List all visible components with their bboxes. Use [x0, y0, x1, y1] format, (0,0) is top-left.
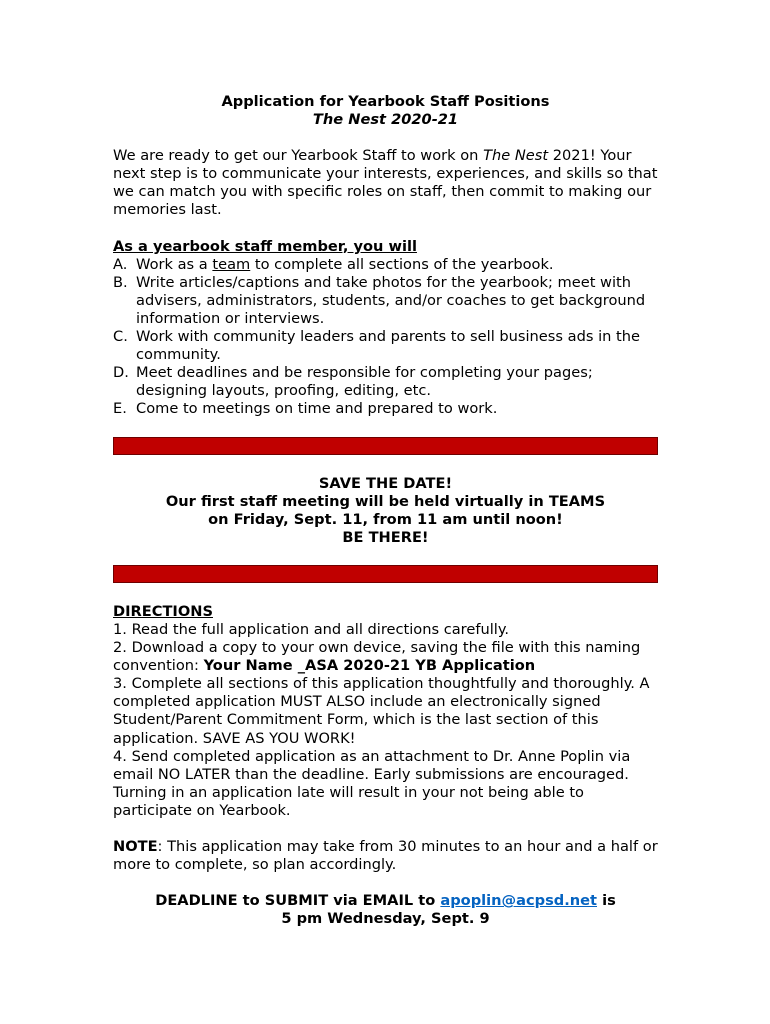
duty-text: Come to meetings on time and prepared to work. [136, 400, 498, 418]
duty-text: Write articles/captions and take photos for the yearbook; meet with advisers, administrators, students, and/or coaches to get background information or interviews. [136, 273, 646, 327]
list-marker: E. [113, 400, 127, 418]
list-marker: B. [113, 273, 128, 291]
duties-list [113, 256, 658, 419]
document-page [113, 93, 658, 928]
list-marker: A. [113, 255, 128, 273]
deadline-line-2: 5 pm Wednesday, Sept. 9 [281, 910, 490, 928]
list-item [113, 328, 658, 364]
duties-heading: As a yearbook staff member, you will [113, 237, 417, 255]
document-header [113, 93, 658, 129]
direction-step [113, 639, 658, 675]
list-item [113, 400, 658, 418]
duty-text-after: to complete all sections of the yearbook. [250, 255, 554, 273]
deadline-block [113, 892, 658, 928]
duty-text-before: Work as a [136, 255, 213, 273]
red-divider-bar [113, 565, 658, 583]
duty-text: Meet deadlines and be responsible for completing your pages; designing layouts, proofing, editing, etc. [136, 364, 593, 400]
intro-paragraph [113, 147, 658, 219]
duty-underlined-word: team [212, 255, 251, 273]
naming-convention: Your Name _ASA 2020-21 YB Application [203, 657, 536, 675]
deadline-text: DEADLINE to SUBMIT via EMAIL to [155, 892, 441, 910]
intro-text-2: 2021! Your next step is to communicate your interests, experiences, and skills so that we can match you with specific roles on staff, then commit to making our memories last. [113, 147, 658, 219]
note-text: : This application may take from 30 minutes to an hour and a half or more to complete, so plan accordingly. [113, 838, 658, 874]
list-marker: C. [113, 328, 128, 346]
page-subtitle: The Nest 2020-21 [312, 111, 459, 129]
page-title: Application for Yearbook Staff Positions [221, 93, 550, 110]
email-link[interactable]: apoplin@acpsd.net [440, 892, 598, 910]
direction-step: 1. Read the full application and all directions carefully. [113, 620, 510, 638]
direction-step: 4. Send completed application as an attachment to Dr. Anne Poplin via email NO LATER than the deadline. Early submissions are encouraged. Turning in an application late will result in your not being able to participate on Yearbook. [113, 747, 631, 819]
duty-text: Work with community leaders and parents to sell business ads in the community. [136, 328, 640, 364]
note-paragraph [113, 838, 658, 874]
direction-step-text: 2. Download a copy to your own device, saving the file with this naming convention: [113, 639, 641, 675]
save-the-date-line: BE THERE! [342, 528, 429, 546]
list-item [113, 256, 658, 274]
deadline-text-after: is [597, 892, 616, 910]
direction-step: 3. Complete all sections of this application thoughtfully and thoroughly. A completed application MUST ALSO include an electronically signed Student/Parent Commitment Form, which is the last section of this application. SAVE AS YOU WORK! [113, 675, 650, 747]
directions-list [113, 621, 658, 820]
note-label: NOTE [113, 838, 158, 855]
save-the-date-line: SAVE THE DATE! [318, 474, 453, 492]
intro-nest-title: The Nest [483, 147, 549, 165]
intro-text-1: We are ready to get our Yearbook Staff to work on [113, 147, 484, 165]
red-divider-bar [113, 437, 658, 455]
list-item [113, 364, 658, 400]
list-marker: D. [113, 364, 129, 382]
save-the-date-line: Our first staff meeting will be held virtually in TEAMS [165, 492, 606, 510]
list-item [113, 274, 658, 328]
directions-heading: DIRECTIONS [113, 602, 213, 620]
save-the-date-block [113, 475, 658, 547]
save-the-date-line: on Friday, Sept. 11, from 11 am until noon! [208, 510, 563, 528]
deadline-line-1 [113, 892, 658, 910]
